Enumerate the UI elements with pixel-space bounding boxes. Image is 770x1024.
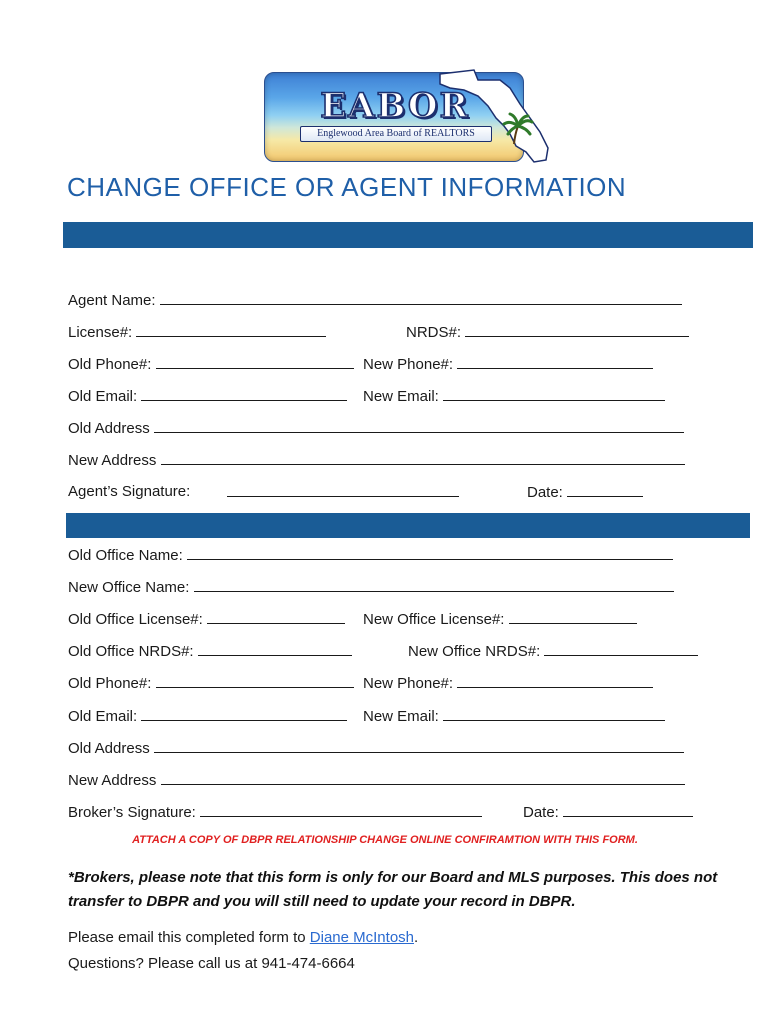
questions-phone: Questions? Please call us at 941-474-6664 xyxy=(68,955,355,972)
old-address-field[interactable] xyxy=(68,418,684,439)
old-phone-field[interactable] xyxy=(68,354,354,375)
new-office-nrds-line[interactable] xyxy=(544,641,698,656)
new-office-name-field[interactable] xyxy=(68,577,674,598)
new-address-label: New Address xyxy=(68,452,157,469)
logo-wordmark: EABOR xyxy=(320,86,470,126)
old-office-license-field[interactable] xyxy=(68,609,345,630)
old-office-name-field[interactable] xyxy=(68,545,673,566)
new-address-field[interactable] xyxy=(68,450,685,471)
broker-date-line[interactable] xyxy=(563,802,693,817)
office-old-email-label: Old Email: xyxy=(68,708,138,725)
new-email-label: New Email: xyxy=(363,388,439,405)
logo-banner: Englewood Area Board of REALTORS xyxy=(300,126,492,142)
new-phone-field[interactable] xyxy=(363,354,653,375)
new-address-line[interactable] xyxy=(161,450,685,465)
office-old-address-field[interactable] xyxy=(68,738,684,759)
broker-signature-line[interactable] xyxy=(200,802,482,817)
agent-date-field[interactable] xyxy=(527,482,643,503)
office-new-email-label: New Email: xyxy=(363,708,439,725)
nrds-line[interactable] xyxy=(465,322,689,337)
old-email-field[interactable] xyxy=(68,386,347,407)
office-new-address-field[interactable] xyxy=(68,770,685,791)
office-new-phone-label: New Phone#: xyxy=(363,675,454,692)
office-new-phone-line[interactable] xyxy=(457,673,653,688)
license-label: License#: xyxy=(68,324,133,341)
old-phone-label: Old Phone#: xyxy=(68,356,152,373)
office-old-email-field[interactable] xyxy=(68,706,347,727)
old-office-nrds-field[interactable] xyxy=(68,641,352,662)
broker-date-label: Date: xyxy=(523,804,559,821)
agent-name-field[interactable] xyxy=(68,290,682,311)
brokers-note: *Brokers, please note that this form is only for our Board and MLS purposes. This does not transfer to DBPR and you will still need to update your record in DBPR. xyxy=(68,869,718,910)
office-old-phone-label: Old Phone#: xyxy=(68,675,152,692)
broker-date-field[interactable] xyxy=(523,802,693,823)
new-phone-label: New Phone#: xyxy=(363,356,454,373)
new-office-name-line[interactable] xyxy=(194,577,674,592)
diane-mcintosh-email-link[interactable]: Diane McIntosh xyxy=(309,929,414,946)
office-old-email-line[interactable] xyxy=(141,706,347,721)
office-section-bar xyxy=(66,513,750,538)
agent-date-line[interactable] xyxy=(567,482,643,497)
agent-name-label: Agent Name: xyxy=(68,292,156,309)
new-office-license-field[interactable] xyxy=(363,609,637,630)
old-office-name-line[interactable] xyxy=(187,545,673,560)
nrds-field[interactable] xyxy=(406,322,689,343)
office-new-address-label: New Address xyxy=(68,772,157,789)
agent-signature-field[interactable] xyxy=(68,482,190,502)
old-email-label: Old Email: xyxy=(68,388,138,405)
office-new-phone-field[interactable] xyxy=(363,673,653,694)
old-office-license-label: Old Office License#: xyxy=(68,611,203,628)
attach-dbpr-notice: ATTACH A COPY OF DBPR RELATIONSHIP CHANGE ONLINE CONFIRAMTION WITH THIS FORM. xyxy=(132,834,638,846)
agent-signature-line-wrap[interactable] xyxy=(227,482,459,503)
old-office-name-label: Old Office Name: xyxy=(68,547,183,564)
new-email-line[interactable] xyxy=(443,386,665,401)
agent-signature-label: Agent’s Signature: xyxy=(68,483,191,500)
old-address-label: Old Address xyxy=(68,420,150,437)
office-new-email-field[interactable] xyxy=(363,706,665,727)
email-instruction-suffix: . xyxy=(414,929,419,946)
license-field[interactable] xyxy=(68,322,326,343)
license-line[interactable] xyxy=(136,322,326,337)
email-instruction xyxy=(68,927,418,949)
agent-section-bar xyxy=(63,222,753,248)
new-office-license-line[interactable] xyxy=(509,609,637,624)
nrds-label: NRDS#: xyxy=(406,324,462,341)
old-address-line[interactable] xyxy=(154,418,684,433)
agent-date-label: Date: xyxy=(527,484,563,501)
new-phone-line[interactable] xyxy=(457,354,653,369)
office-new-address-line[interactable] xyxy=(161,770,685,785)
old-phone-line[interactable] xyxy=(156,354,354,369)
office-old-phone-line[interactable] xyxy=(156,673,354,688)
agent-signature-line[interactable] xyxy=(227,482,459,497)
office-old-address-line[interactable] xyxy=(154,738,684,753)
office-new-email-line[interactable] xyxy=(443,706,665,721)
email-instruction-prefix: Please email this completed form to xyxy=(68,929,310,946)
old-office-license-line[interactable] xyxy=(207,609,345,624)
broker-signature-field[interactable] xyxy=(68,802,482,823)
broker-signature-label: Broker’s Signature: xyxy=(68,804,196,821)
old-office-nrds-label: Old Office NRDS#: xyxy=(68,643,194,660)
page-title: CHANGE OFFICE OR AGENT INFORMATION xyxy=(67,172,627,202)
eabor-logo xyxy=(264,66,554,164)
new-office-nrds-field[interactable] xyxy=(408,641,698,662)
old-office-nrds-line[interactable] xyxy=(198,641,352,656)
new-email-field[interactable] xyxy=(363,386,665,407)
office-old-address-label: Old Address xyxy=(68,740,150,757)
new-office-license-label: New Office License#: xyxy=(363,611,505,628)
agent-name-line[interactable] xyxy=(160,290,682,305)
office-old-phone-field[interactable] xyxy=(68,673,354,694)
old-email-line[interactable] xyxy=(141,386,347,401)
new-office-name-label: New Office Name: xyxy=(68,579,190,596)
new-office-nrds-label: New Office NRDS#: xyxy=(408,643,541,660)
